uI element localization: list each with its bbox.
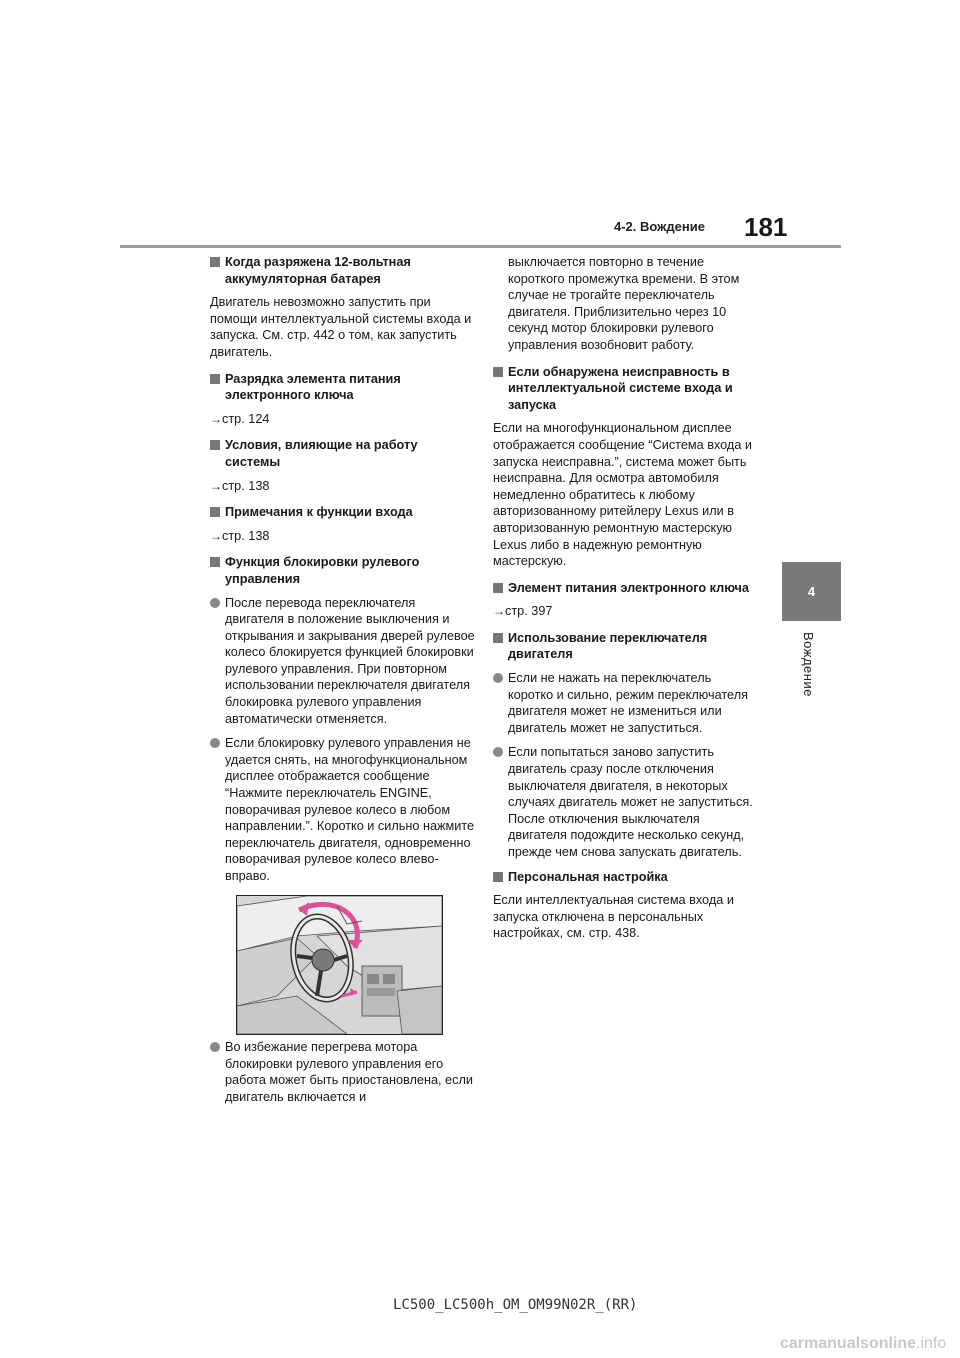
- heading-text: Разрядка элемента питания электронного ключа: [225, 371, 401, 403]
- page-reference-link[interactable]: [210, 478, 476, 495]
- watermark-tld: .info: [916, 1335, 947, 1352]
- heading-text: Использование переключателя двигателя: [508, 630, 708, 662]
- list-item-text: Если не нажать на переключатель коротко и сильно, режим переключателя двигателя может не измениться или двигатель может не запуститься.: [508, 671, 748, 735]
- header-divider: [120, 245, 841, 248]
- square-bullet-icon: [210, 440, 220, 450]
- chapter-tab-number: 4: [807, 584, 816, 599]
- arrow-right-icon: →: [210, 478, 222, 493]
- page-reference-link[interactable]: [210, 528, 476, 545]
- square-bullet-icon: [210, 507, 220, 517]
- square-bullet-icon: [210, 257, 220, 267]
- list-item: [210, 1039, 476, 1105]
- section-heading: [493, 630, 759, 663]
- square-bullet-icon: [493, 583, 503, 593]
- circle-bullet-icon: [210, 1042, 220, 1052]
- circle-bullet-icon: [210, 738, 220, 748]
- chapter-tab[interactable]: [782, 562, 841, 621]
- heading-text: Элемент питания электронного ключа: [508, 580, 749, 595]
- page-reference-link[interactable]: [493, 603, 759, 620]
- reference-text: стр. 397: [505, 604, 553, 619]
- section-heading: [210, 371, 476, 404]
- list-item: [493, 670, 759, 736]
- list-item: [210, 735, 476, 884]
- site-watermark: [780, 1335, 946, 1353]
- square-bullet-icon: [493, 872, 503, 882]
- arrow-right-icon: →: [210, 528, 222, 543]
- list-item-text: Во избежание перегрева мотора блокировки рулевого управления его работа может быть приостановлена, если двигатель включается и: [225, 1040, 473, 1104]
- heading-text: Когда разряжена 12-вольтная аккумуляторная батарея: [225, 255, 411, 286]
- list-item: [493, 744, 759, 860]
- arrow-right-icon: →: [210, 411, 222, 426]
- square-bullet-icon: [210, 374, 220, 384]
- watermark-domain: carmanualsonline: [780, 1335, 917, 1352]
- heading-text: Функция блокировки рулевого управления: [225, 555, 420, 586]
- reference-text: стр. 124: [222, 411, 270, 426]
- reference-text: стр. 138: [222, 478, 270, 493]
- section-heading: [493, 869, 759, 886]
- heading-text: Персональная настройка: [508, 869, 668, 884]
- circle-bullet-icon: [493, 673, 503, 683]
- paragraph: Двигатель невозможно запустить при помощи интеллектуальной системы входа и запуска. См. стр. 442 о том, как запустить двигатель.: [210, 295, 472, 359]
- section-heading: [210, 437, 476, 470]
- section-heading: [210, 254, 476, 287]
- paragraph: Если на многофункциональном дисплее отображается сообщение “Система входа и запуска неисправна.”, система может быть неисправна. Для осмотра автомобиля немедленно обратитесь к любому авторизованному ритейлеру Lexus или в авторизованную ремонтную мастерскую Lexus либо в надежную ремонтную мастерскую.: [493, 421, 752, 569]
- list-item-text: После перевода переключателя двигателя в положение выключения и открывания и закрывания дверей рулевое колесо блокируется функцией блокировки рулевого управления. При повторном использовании переключателя двигателя блокировка рулевого управления автоматически отменяется.: [225, 595, 475, 726]
- section-heading: [210, 554, 476, 587]
- reference-text: стр. 138: [222, 528, 270, 543]
- section-heading: [493, 364, 759, 414]
- left-column-continued: [210, 1039, 476, 1113]
- section-heading: [210, 504, 476, 521]
- square-bullet-icon: [493, 633, 503, 643]
- section-heading: [493, 580, 759, 597]
- arrow-right-icon: →: [493, 604, 505, 619]
- list-item: [210, 595, 476, 728]
- list-item-text: Если попытаться заново запустить двигатель сразу после отключения выключателя двигателя, в некоторых случаях двигатель может не запуститься. После отключения выключателя двигателя подождите несколько секунд, прежде чем снова запускать двигатель.: [508, 745, 753, 859]
- section-title: 4-2. Вождение: [614, 219, 705, 234]
- paragraph: выключается повторно в течение короткого промежутка времени. В этом случае не трогайте переключатель двигателя. Приблизительно через 10 секунд мотор блокировки рулевого управления возобновит работу.: [508, 255, 740, 352]
- heading-text: Примечания к функции входа: [225, 505, 413, 520]
- page-number: 181: [744, 212, 788, 242]
- square-bullet-icon: [210, 557, 220, 567]
- list-item-text: Если блокировку рулевого управления не удается снять, на многофункциональном дисплее отображается сообщение “Нажмите переключатель ENGINE, поворачивая рулевое колесо в любом направлении.”. Коротко и сильно нажмите переключатель двигателя, одновременно поворачивая рулевое колесо влево-вправо.: [225, 736, 475, 883]
- chapter-tab-label: Вождение: [801, 632, 816, 697]
- right-column: [493, 254, 759, 952]
- heading-text: Условия, влияющие на работу системы: [225, 438, 418, 469]
- page-reference-link[interactable]: [210, 411, 476, 428]
- document-code-footer: LC500_LC500h_OM_OM99N02R_(RR): [393, 1297, 638, 1313]
- circle-bullet-icon: [493, 747, 503, 757]
- heading-text: Если обнаружена неисправность в интеллектуальной системе входа и запуска: [508, 364, 733, 412]
- square-bullet-icon: [493, 367, 503, 377]
- paragraph: Если интеллектуальная система входа и запуска отключена в персональных настройках, см. стр. 438.: [493, 893, 734, 941]
- steering-wheel-illustration: [236, 895, 443, 1035]
- circle-bullet-icon: [210, 598, 220, 608]
- left-column: [210, 254, 476, 893]
